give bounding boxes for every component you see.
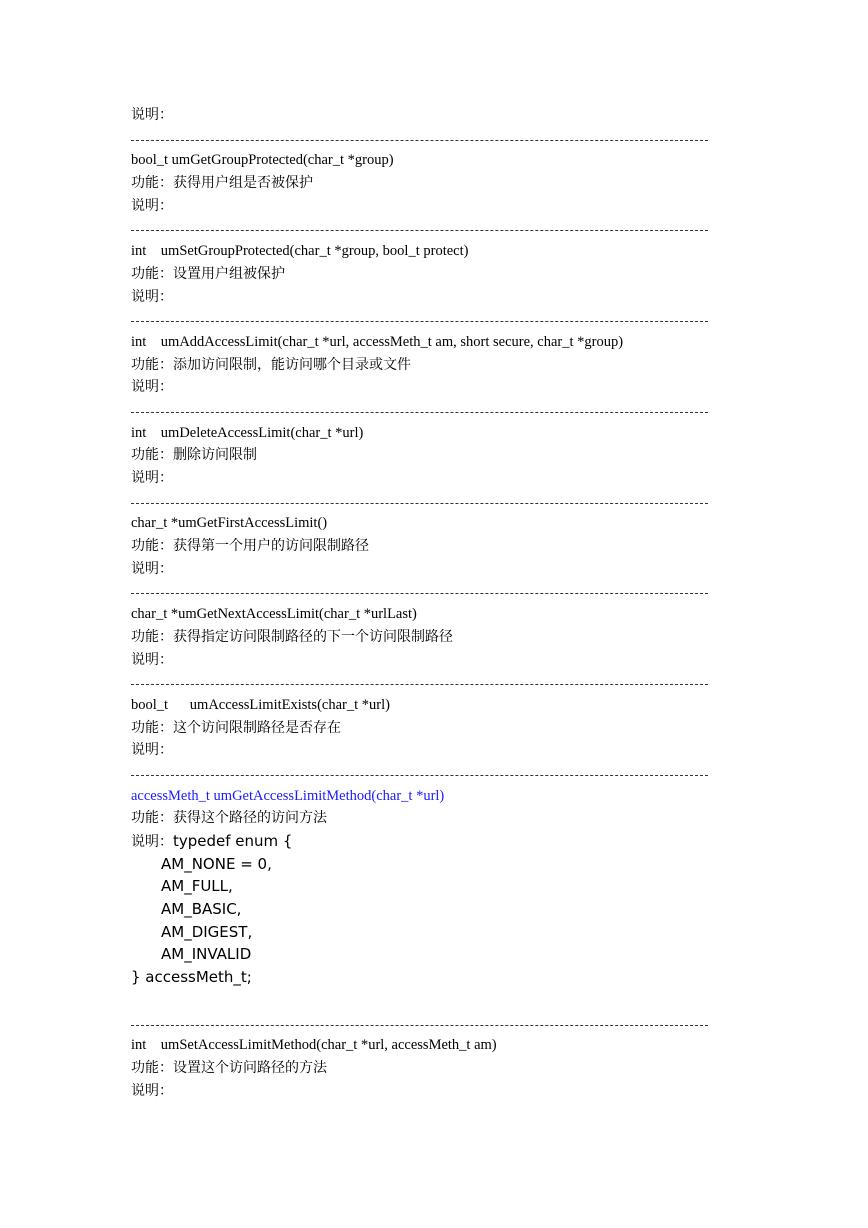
note-label: 说明： [131,107,173,123]
note-label: 说明： [131,470,173,486]
note-label: 说明： [131,379,173,396]
separator [131,1012,708,1035]
enum-member: AM_FULL, [161,877,233,896]
note-label: 说明： [131,560,173,577]
function-signature: int umAddAccessLimit(char_t *url, accessMeth_t am, short secure, char_t *group) [131,333,624,350]
note-label: 说明： [131,834,173,850]
function-signature: bool_t umAccessLimitExists(char_t *url) [131,696,390,713]
note-label: 说明： [131,651,173,668]
function-description: 功能：获得第一个用户的访问限制路径 [131,538,369,555]
separator [131,762,708,785]
enum-note-line [131,830,708,853]
separator [131,399,708,422]
note-label: 说明： [131,742,173,759]
function-description: 功能：设置用户组被保护 [131,265,285,282]
function-description: 功能：设置这个访问路径的方法 [131,1059,327,1076]
function-description: 功能：获得指定访问限制路径的下一个访问限制路径 [131,628,453,645]
function-signature: bool_t umGetGroupProtected(char_t *group) [131,152,394,169]
note-label: 说明： [131,288,173,305]
enum-member: AM_BASIC, [161,900,242,919]
enum-member: AM_DIGEST, [161,922,253,941]
separator [131,217,708,240]
function-description: 功能：添加访问限制，能访问哪个目录或文件 [131,356,411,373]
note-label: 说明： [131,1082,173,1099]
separator [131,580,708,603]
blank-line [131,989,708,1012]
function-signature: int umDeleteAccessLimit(char_t *url) [131,424,364,441]
separator [131,671,708,694]
function-description: 功能：获得这个路径的访问方法 [131,810,327,827]
function-signature-highlighted: accessMeth_t umGetAccessLimitMethod(char_t *url) [131,787,445,804]
function-signature: char_t *umGetFirstAccessLimit() [131,515,328,532]
function-signature: int umSetAccessLimitMethod(char_t *url, accessMeth_t am) [131,1037,497,1054]
enum-code-close: } accessMeth_t; [131,968,252,987]
enum-member: AM_NONE = 0, [161,854,272,873]
function-description: 功能：删除访问限制 [131,447,257,464]
enum-member: AM_INVALID [161,945,252,964]
enum-code-open: typedef enum { [173,832,293,850]
function-signature: char_t *umGetNextAccessLimit(char_t *urlLast) [131,606,417,623]
separator [131,490,708,513]
note-label: 说明： [131,197,173,214]
function-signature: int umSetGroupProtected(char_t *group, bool_t protect) [131,243,469,260]
separator [131,127,708,150]
function-description: 功能：获得用户组是否被保护 [131,175,313,192]
function-description: 功能：这个访问限制路径是否存在 [131,719,341,736]
document-page [131,104,708,1102]
separator [131,308,708,331]
